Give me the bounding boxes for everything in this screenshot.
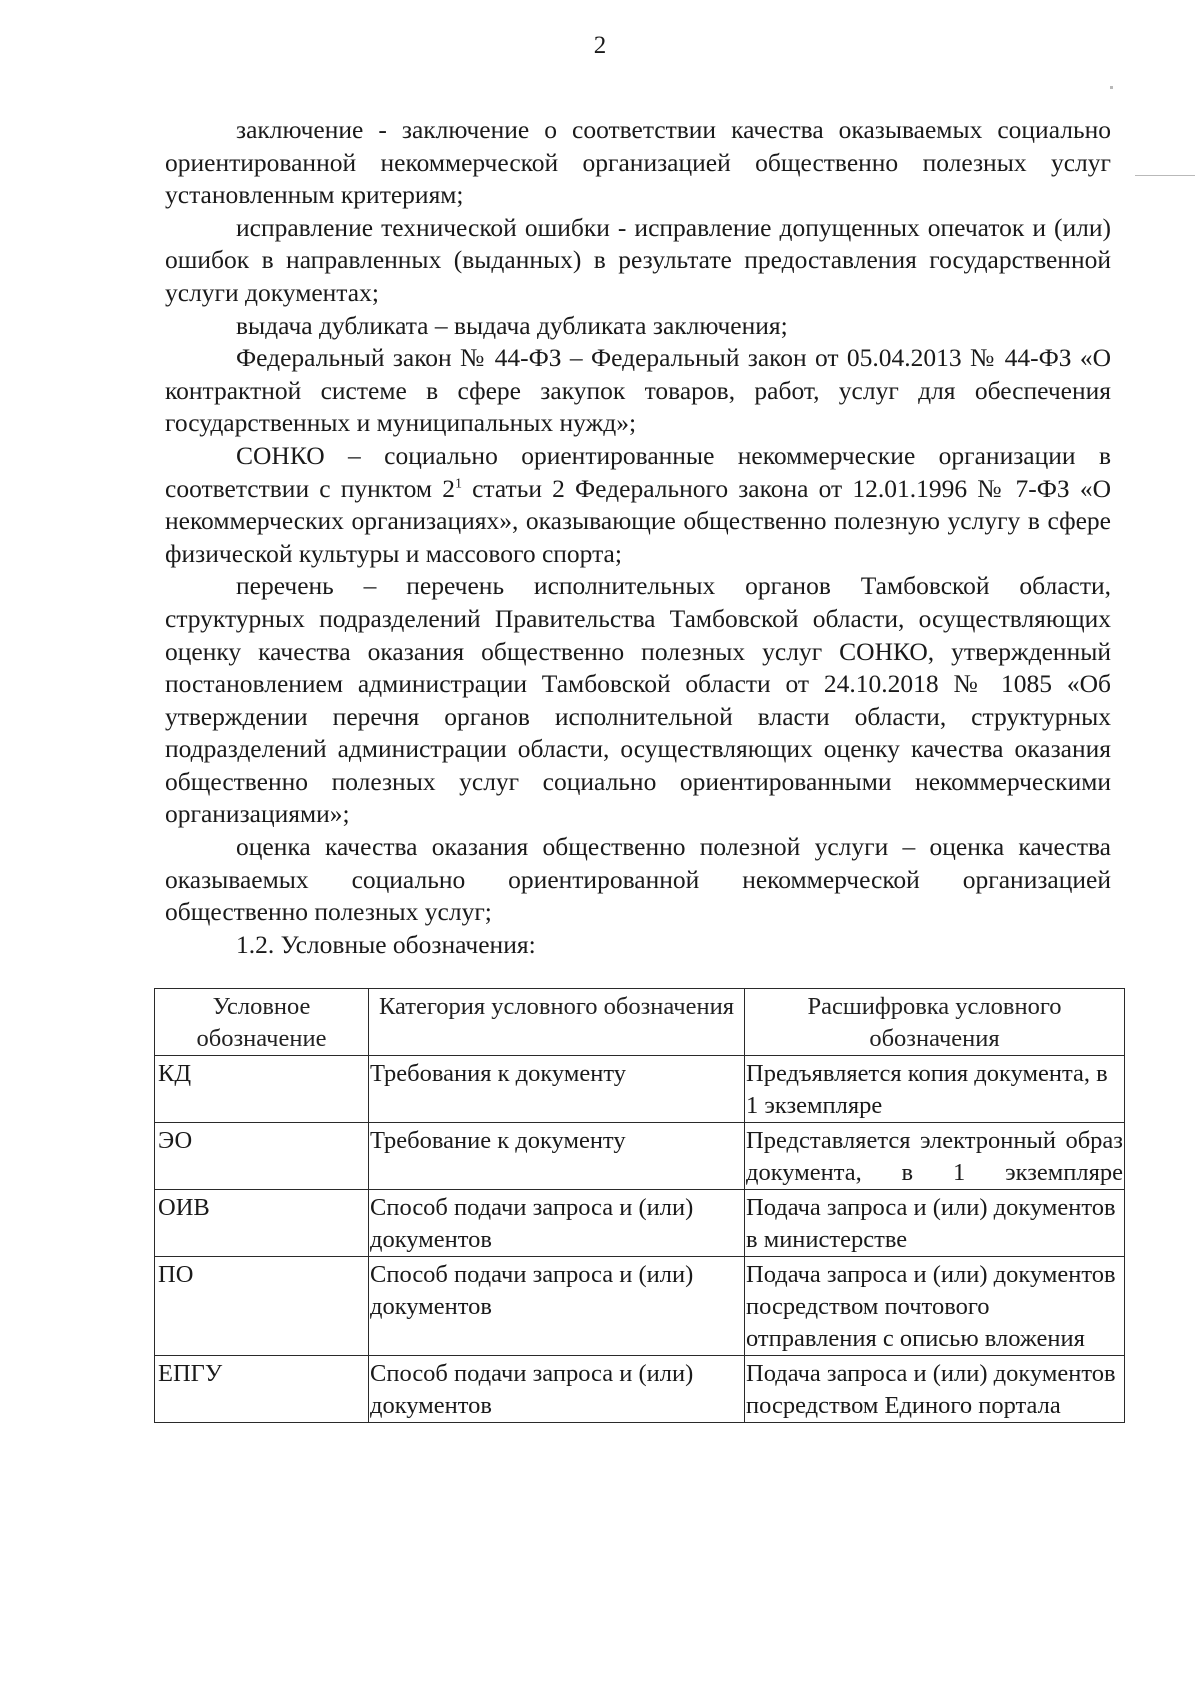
cell-code: ПО [155, 1257, 369, 1356]
cell-description: Представляется электронный образ документа, в 1 экземпляре [745, 1123, 1125, 1190]
cell-description: Предъявляется копия документа, в 1 экземпляре [745, 1056, 1125, 1123]
table-row [155, 1123, 1125, 1190]
cell-category: Способ подачи запроса и (или) документов [369, 1190, 745, 1257]
sonko-superscript: 1 [454, 476, 462, 492]
table-header-row [155, 989, 1125, 1056]
paragraph-definition-list: перечень – перечень исполнительных органов Тамбовской области, структурных подразделений Правительства Тамбовской области, осуществляющих оценку качества оказания общественно полезных услуг СОНКО, утвержденный постановлением администрации Тамбовской области от 24.10.2018 № 1085 «Об утверждении перечня органов исполнительной власти области, структурных подразделений администрации области, осуществляющих оценку качества оказания общественно полезных услуг социально ориентированными некоммерческими организациями»; [165, 571, 1111, 829]
header-category: Категория условного обозначения [369, 989, 745, 1056]
paragraph-definition-sonko [165, 440, 1111, 570]
scan-artifact-line [1135, 175, 1195, 176]
cell-code: ЕПГУ [155, 1356, 369, 1423]
table-row [155, 1356, 1125, 1423]
cell-category: Способ подачи запроса и (или) документов [369, 1257, 745, 1356]
cell-code: ОИВ [155, 1190, 369, 1257]
sonko-text-start: СОНКО – социально ориентированные некоммерческие организации в соответствии с пунктом 2 [165, 440, 1111, 503]
section-heading-legend: 1.2. Условные обозначения: [236, 929, 536, 959]
cell-code: КД [155, 1056, 369, 1123]
cell-description: Подача запроса и (или) документов посредством Единого портала [745, 1356, 1125, 1423]
paragraph-definition-44fz: Федеральный закон № 44-ФЗ – Федеральный закон от 05.04.2013 № 44-ФЗ «О контрактной системе в сфере закупок товаров, работ, услуг для обеспечения государственных и муниципальных нужд»; [165, 343, 1111, 438]
paragraph-definition-conclusion: заключение - заключение о соответствии качества оказываемых социально ориентированной некоммерческой организацией общественно полезных услуг установленным критериям; [165, 115, 1111, 210]
table-row [155, 1056, 1125, 1123]
scan-artifact-dot [1110, 86, 1113, 89]
cell-description: Подача запроса и (или) документов в министерстве [745, 1190, 1125, 1257]
cell-category: Способ подачи запроса и (или) документов [369, 1356, 745, 1423]
sonko-text-end: статьи 2 Федерального закона от 12.01.1996 № 7-ФЗ «О некоммерческих организациях», оказывающие общественно полезную услугу в сфере физической культуры и массового спорта; [165, 473, 1111, 568]
paragraph-definition-duplicate: выдача дубликата – выдача дубликата заключения; [236, 310, 788, 340]
cell-category: Требование к документу [369, 1123, 745, 1190]
cell-code: ЭО [155, 1123, 369, 1190]
header-code: Условное обозначение [155, 989, 369, 1056]
legend-table [154, 988, 1125, 1423]
paragraph-definition-assessment: оценка качества оказания общественно полезной услуги – оценка качества оказываемых социально ориентированной некоммерческой организацией общественно полезных услуг; [165, 832, 1111, 927]
paragraph-definition-error-fix: исправление технической ошибки - исправление допущенных опечаток и (или) ошибок в направленных (выданных) в результате предоставления государственной услуги документах; [165, 212, 1111, 307]
cell-category: Требования к документу [369, 1056, 745, 1123]
header-description: Расшифровка условного обозначения [745, 989, 1125, 1056]
document-body [165, 114, 1111, 961]
cell-description: Подача запроса и (или) документов посредством почтового отправления с описью вложения [745, 1257, 1125, 1356]
table-row [155, 1190, 1125, 1257]
page-number: 2 [593, 32, 607, 59]
table-row [155, 1257, 1125, 1356]
